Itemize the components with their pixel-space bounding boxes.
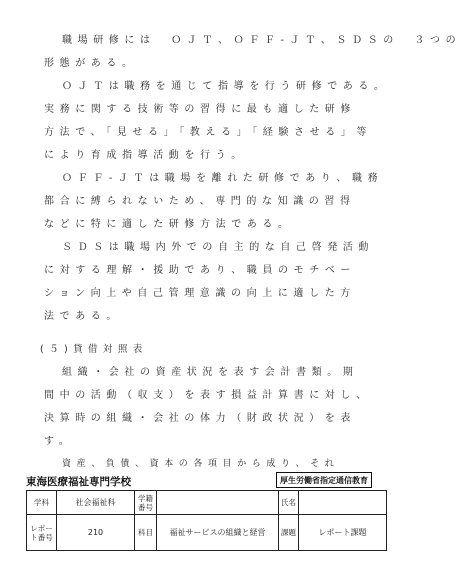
body-line: 法である。 bbox=[44, 311, 122, 322]
body-line: などに特に適した研修方法である。 bbox=[44, 219, 294, 230]
body-line: 間中の活動（収支）を表す損益計算書に対し、 bbox=[44, 390, 372, 401]
dept-label: 学科 bbox=[27, 491, 57, 515]
report-info-form bbox=[26, 490, 387, 551]
student-no-field[interactable] bbox=[157, 491, 279, 515]
body-line: ＯＪＴは職務を通じて指導を行う研修である。 bbox=[62, 81, 390, 92]
subject-label: 科目 bbox=[135, 515, 157, 551]
topic-label: 課題 bbox=[279, 515, 299, 551]
name-field[interactable] bbox=[299, 491, 387, 515]
body-line: に対する理解・援助であり、職員のモチベー bbox=[44, 265, 356, 276]
subject-value: 福祉サービスの組織と経営 bbox=[157, 515, 279, 551]
body-line: ＯＦＦ-ＪＴは職場を離れた研修であり、職務 bbox=[62, 173, 384, 184]
body-line: 方法で、「見せる」「教える」「経験させる」等 bbox=[44, 127, 372, 138]
school-name: 東海医療福祉専門学校 bbox=[26, 476, 131, 488]
body-line: 実務に関する技術等の習得に最も適した研修 bbox=[44, 104, 356, 115]
dept-value: 社会福祉科 bbox=[57, 491, 135, 515]
body-line: ション向上や自己管理意識の向上に適した方 bbox=[44, 288, 356, 299]
body-line: 決算時の組織・会社の体力（財政状況）を表 bbox=[44, 413, 356, 424]
body-line: ＳＤＳは職場内外での自主的な自己啓発活動 bbox=[62, 242, 374, 253]
body-line: 形態がある。 bbox=[44, 58, 138, 69]
report-no-label: レポート番号 bbox=[27, 515, 57, 551]
body-line: 職場研修には ＯＪＴ、ＯＦＦ-ＪＴ、ＳＤＳの ３つの bbox=[62, 35, 461, 46]
body-line: す。 bbox=[44, 436, 75, 447]
body-line: 都合に縛られないため、専門的な知識の習得 bbox=[44, 196, 356, 207]
accreditation-badge: 厚生労働省指定通信教育 bbox=[276, 472, 372, 488]
body-line: 資産、負債、資本の各項目から成り、それ bbox=[62, 459, 340, 469]
section-heading: (５)貸借対照表 bbox=[40, 344, 148, 355]
topic-value: レポート課題 bbox=[299, 515, 387, 551]
name-label: 氏名 bbox=[279, 491, 299, 515]
body-line: により育成指導活動を行う。 bbox=[44, 150, 247, 161]
body-line: 組織・会社の資産状況を表す会計書類。期 bbox=[62, 367, 359, 378]
report-no-value: 210 bbox=[57, 515, 135, 551]
student-no-label: 学籍番号 bbox=[135, 491, 157, 515]
